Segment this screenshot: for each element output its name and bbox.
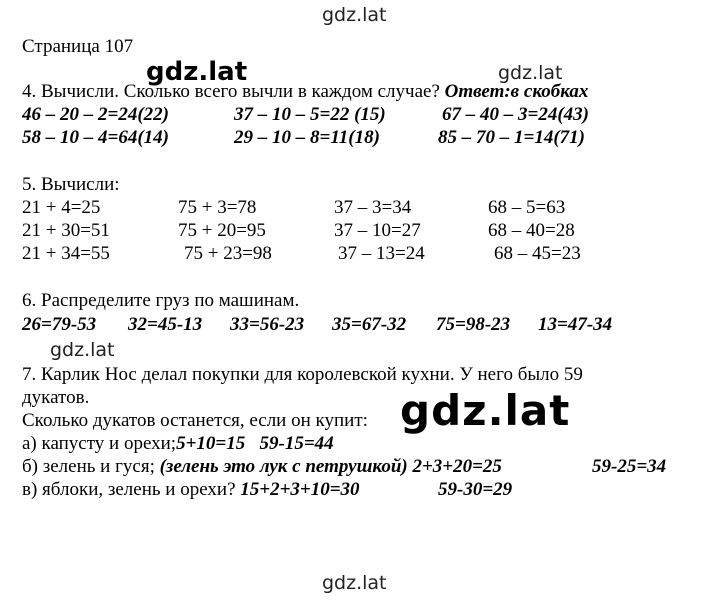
task7-item-a (22, 433, 334, 455)
task6-title: 6. Распределите груз по машинам. (22, 290, 300, 311)
task5-cell: 68 – 40=28 (488, 220, 575, 241)
task4-cell: 46 – 20 – 2=24(22) (22, 104, 169, 125)
task4-cell: 85 – 70 – 1=14(71) (438, 127, 585, 148)
task5-cell: 21 + 4=25 (22, 197, 101, 218)
task7-line-3: Сколько дукатов останется, если он купит: (22, 410, 368, 431)
task5-cell: 75 + 23=98 (184, 243, 272, 264)
task7-b-label: б) зелень и гуся; (22, 456, 155, 477)
watermark-bottom: gdz.lat (322, 572, 387, 594)
task5-cell: 68 – 45=23 (494, 243, 581, 264)
task5-cell: 37 – 3=34 (334, 197, 412, 218)
task7-c-label: в) яблоки, зелень и орехи? (22, 479, 236, 500)
task5-cell: 37 – 10=27 (334, 220, 421, 241)
task4-answer-note: Ответ:в скобках (444, 81, 589, 102)
task4-cell: 29 – 10 – 8=11(18) (234, 127, 380, 148)
task7-a-label: а) капусту и орехи; (22, 433, 177, 454)
task5-cell: 21 + 34=55 (22, 243, 110, 264)
task4-title: 4. Вычисли. Сколько всего вычли в каждом случае? (22, 81, 440, 102)
task7-line-2: дукатов. (22, 387, 90, 408)
task7-b-answer-2: 59-25=34 (592, 456, 667, 477)
watermark-top: gdz.lat (322, 4, 387, 26)
task7-a-answer: 5+10=15 59-15=44 (176, 433, 334, 454)
task6-answer: 35=67-32 (332, 314, 407, 335)
task6-answer: 13=47-34 (538, 314, 613, 335)
watermark-big: gdz.lat (400, 386, 571, 435)
task7-item-c (22, 479, 360, 501)
task5-cell: 21 + 30=51 (22, 220, 110, 241)
task6-answer: 32=45-13 (128, 314, 203, 335)
task7-line-1: 7. Карлик Нос делал покупки для королевской кухни. У него было 59 (22, 364, 583, 385)
page-label: Страница 107 (22, 36, 134, 57)
task4-title-line (22, 81, 588, 103)
watermark-left-mid: gdz.lat (50, 339, 115, 361)
task6-answer: 75=98-23 (436, 314, 511, 335)
task5-cell: 75 + 3=78 (178, 197, 257, 218)
task4-cell: 37 – 10 – 5=22 (15) (234, 104, 386, 125)
task6-answer: 26=79-53 (22, 314, 97, 335)
task7-item-b (22, 456, 502, 478)
task4-cell: 67 – 40 – 3=24(43) (442, 104, 589, 125)
task7-c-answer: 15+2+3+10=30 (240, 479, 360, 500)
watermark-logo: gdz.lat (146, 57, 248, 87)
task6-answer: 33=56-23 (230, 314, 305, 335)
task5-cell: 37 – 13=24 (338, 243, 425, 264)
task5-title: 5. Вычисли: (22, 174, 120, 195)
task4-cell: 58 – 10 – 4=64(14) (22, 127, 169, 148)
task7-b-answer: (зелень это лук с петрушкой) 2+3+20=25 (159, 456, 502, 477)
task5-cell: 75 + 20=95 (178, 220, 266, 241)
task7-c-answer-2: 59-30=29 (438, 479, 513, 500)
watermark-right: gdz.lat (498, 62, 563, 84)
task5-cell: 68 – 5=63 (488, 197, 566, 218)
